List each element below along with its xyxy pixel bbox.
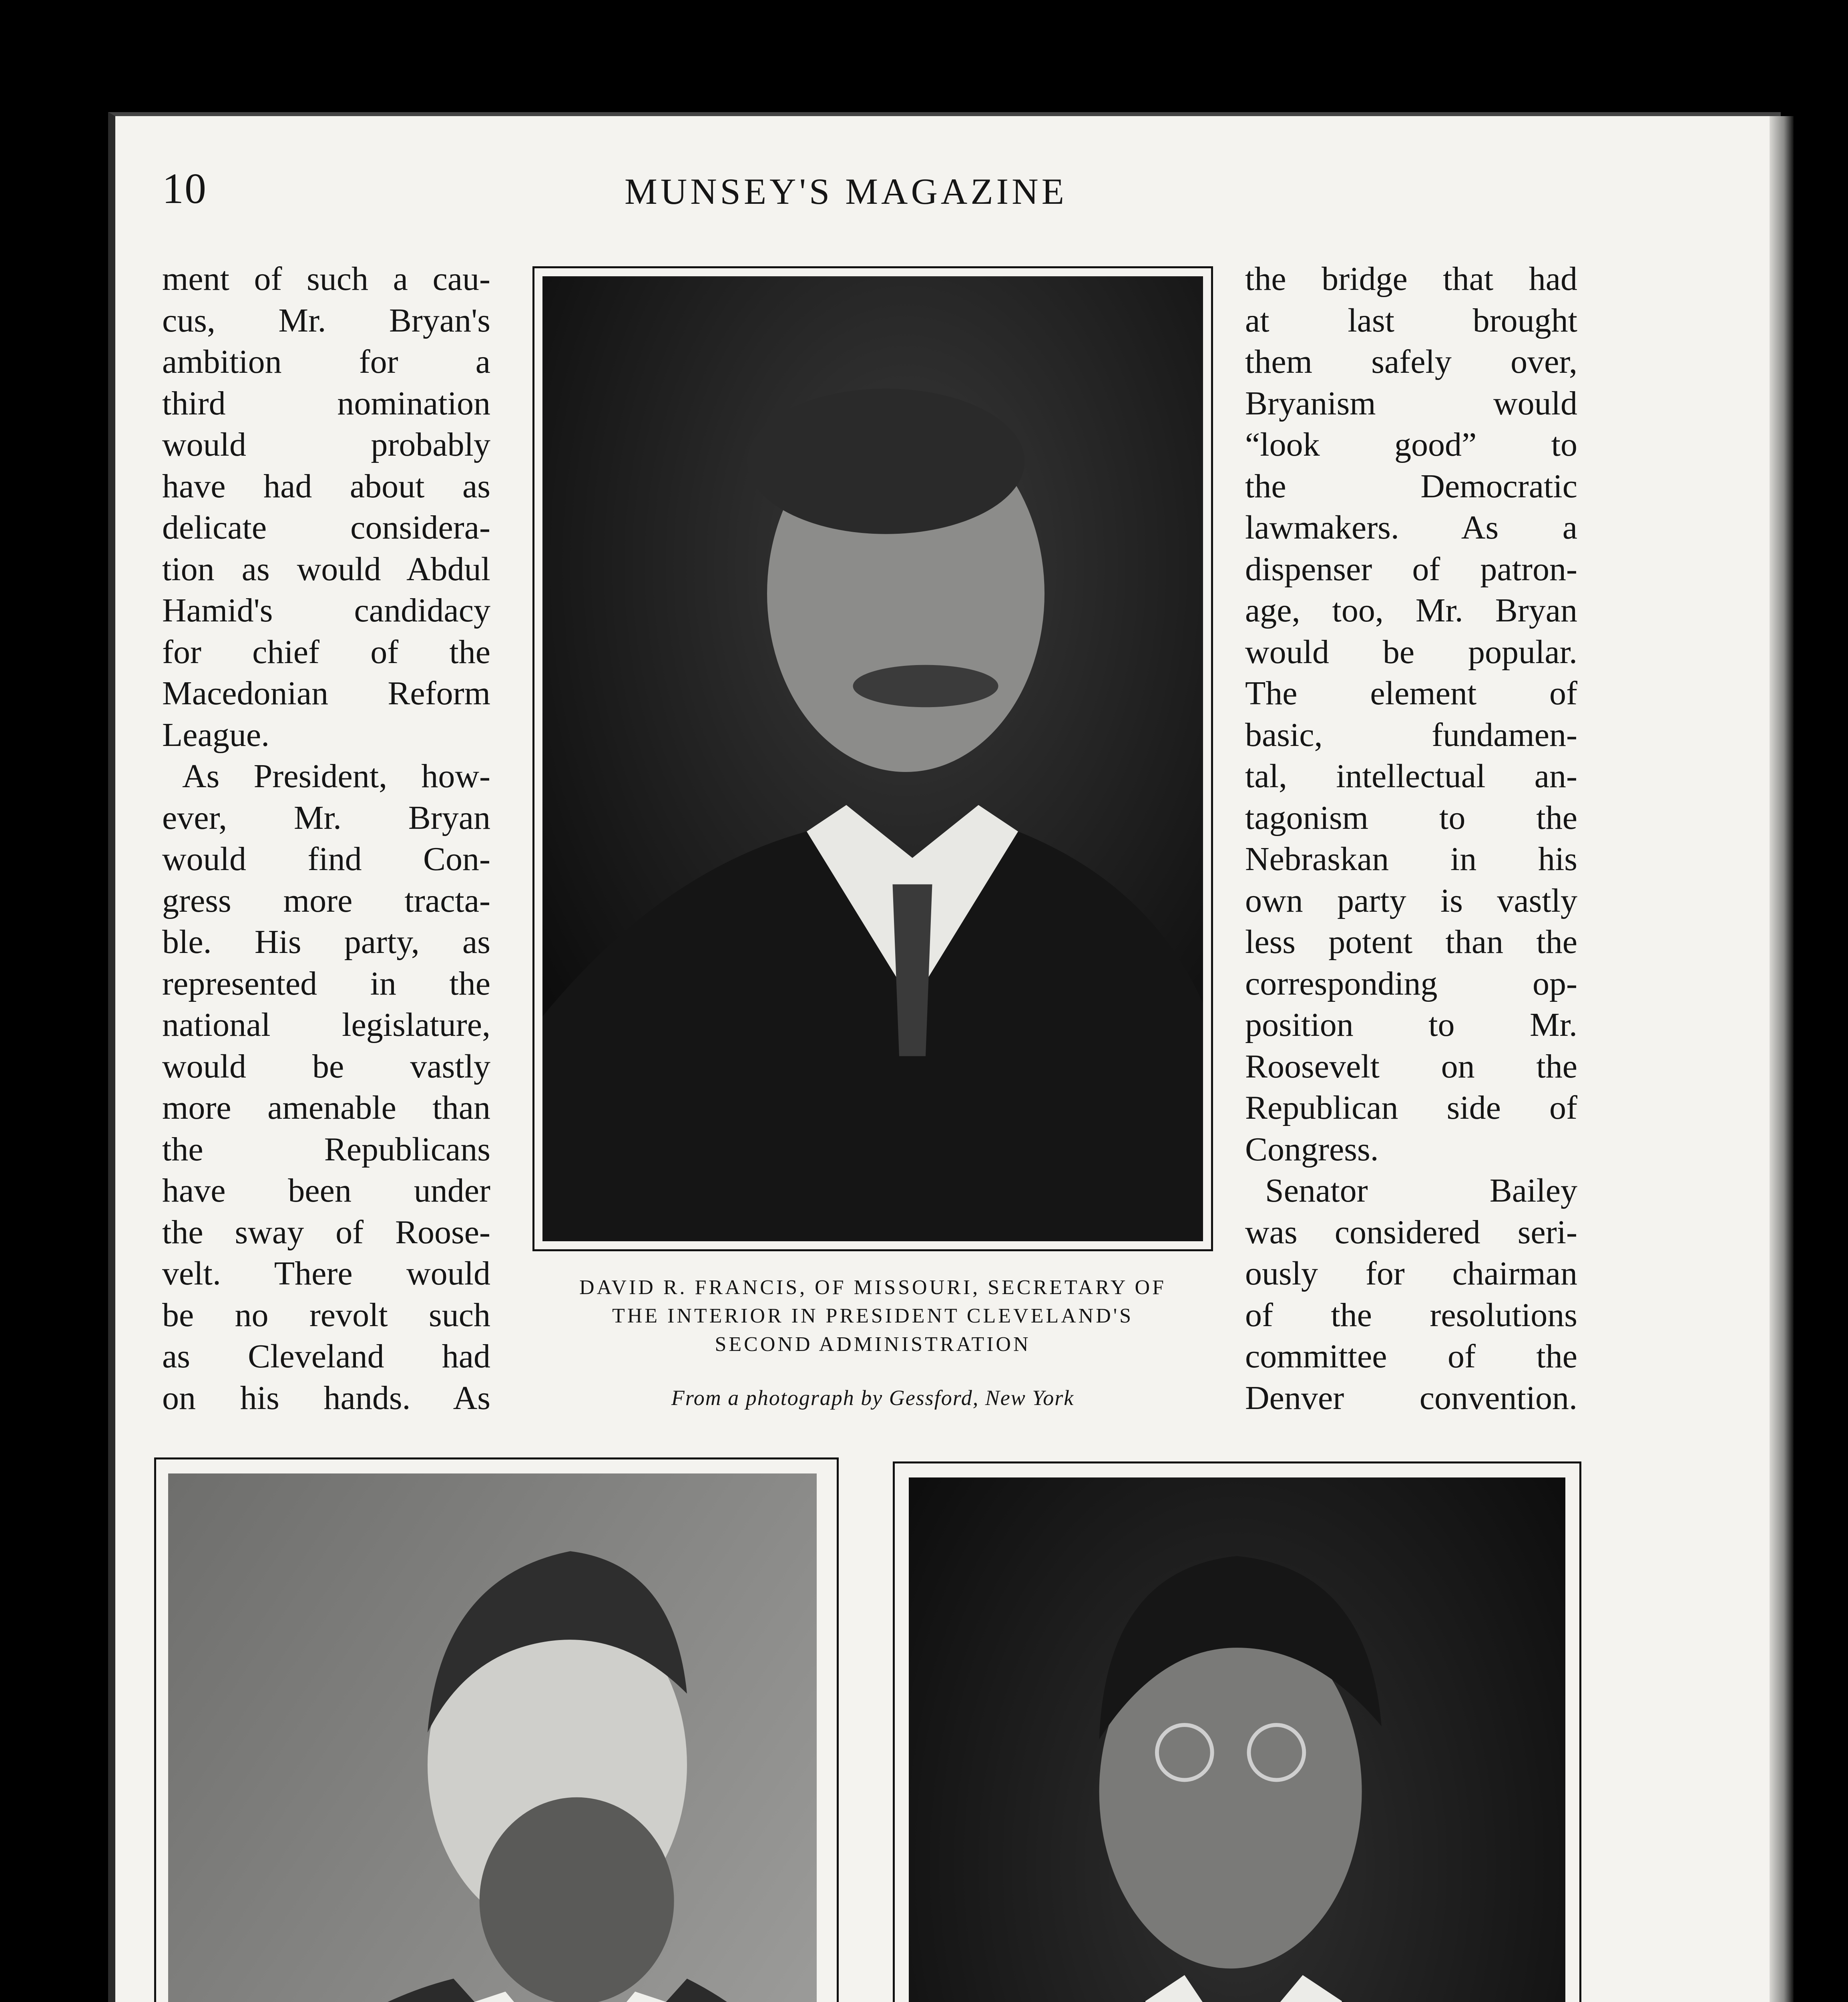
text-line: Congress.	[1245, 1130, 1379, 1168]
text-line: would be vastly	[162, 1047, 490, 1085]
credit-francis: From a photograph by Gessford, New York	[671, 1386, 1075, 1410]
text-line: third nomination	[162, 384, 490, 422]
text-line: for chief of the	[162, 633, 490, 671]
text-line: The element of	[1245, 675, 1577, 712]
text-line: the Republicans	[162, 1130, 490, 1168]
text-line: dispenser of patron-	[1245, 550, 1577, 588]
text-line: less potent than the	[1245, 923, 1577, 961]
text-line: on his hands. As	[162, 1379, 490, 1417]
text-line: Denver convention.	[1245, 1379, 1577, 1417]
text-line: as Cleveland had	[162, 1338, 490, 1375]
text-line: Macedonian Reform	[162, 675, 490, 712]
text-line: Senator Bailey	[1265, 1172, 1577, 1209]
text-line: Republican side of	[1245, 1089, 1577, 1126]
text-line: ble. His party, as	[162, 923, 490, 961]
text-line: represented in the	[162, 965, 490, 1002]
text-line: would find Con-	[162, 840, 490, 878]
text-line: cus, Mr. Bryan's	[162, 302, 490, 339]
text-line: ambition for a	[162, 343, 490, 380]
text-line: own party is vastly	[1245, 882, 1577, 919]
left-text-column	[162, 258, 490, 1419]
text-line: corresponding op-	[1245, 965, 1577, 1002]
text-line: Hamid's candidacy	[162, 592, 490, 629]
text-line: be no revolt such	[162, 1296, 490, 1334]
caption-line: SECOND ADMINISTRATION	[715, 1333, 1031, 1356]
text-line: would be popular.	[1245, 633, 1577, 671]
text-line: gress more tracta-	[162, 882, 490, 919]
right-text-column	[1245, 258, 1577, 1419]
text-line: at last brought	[1245, 302, 1577, 339]
text-line: more amenable than	[162, 1089, 490, 1126]
book-spine	[1770, 116, 1794, 2002]
text-line: have had about as	[162, 467, 490, 505]
caption-line: THE INTERIOR IN PRESIDENT CLEVELAND'S	[612, 1305, 1134, 1327]
text-line: As President, how-	[182, 758, 490, 795]
text-line: was considered seri-	[1245, 1213, 1577, 1251]
text-line: would probably	[162, 426, 490, 463]
text-line: Roosevelt on the	[1245, 1047, 1577, 1085]
caption-francis	[492, 1273, 1253, 1359]
text-line: League.	[162, 716, 270, 754]
text-line: basic, fundamen-	[1245, 716, 1577, 754]
portrait-photo-francis	[542, 276, 1203, 1241]
text-line: Bryanism would	[1245, 384, 1577, 422]
text-line: tion as would Abdul	[162, 550, 490, 588]
running-head: MUNSEY'S MAGAZINE	[625, 171, 1067, 212]
caption-line: DAVID R. FRANCIS, OF MISSOURI, SECRETARY OF	[579, 1276, 1166, 1299]
text-line: ment of such a cau-	[162, 260, 490, 297]
text-line: ously for chairman	[1245, 1255, 1577, 1292]
portrait-photo-pettigrew	[168, 1473, 817, 2002]
text-line: of the resolutions	[1245, 1296, 1577, 1334]
text-line: have been under	[162, 1172, 490, 1209]
text-line: them safely over,	[1245, 343, 1577, 380]
text-line: the sway of Roose-	[162, 1213, 490, 1251]
text-line: Nebraskan in his	[1245, 840, 1577, 878]
text-line: committee of the	[1245, 1338, 1577, 1375]
text-line: velt. There would	[162, 1255, 490, 1292]
page-number: 10	[162, 165, 207, 213]
text-line: the Democratic	[1245, 467, 1577, 505]
text-line: delicate considera-	[162, 509, 490, 546]
portrait-photo-hitchcock	[909, 1477, 1565, 2002]
text-line: ever, Mr. Bryan	[162, 799, 490, 836]
text-line: “look good” to	[1245, 426, 1577, 463]
text-line: tal, intellectual an-	[1245, 758, 1577, 795]
text-line: national legislature,	[162, 1006, 490, 1043]
text-line: the bridge that had	[1245, 260, 1577, 297]
text-line: position to Mr.	[1245, 1006, 1577, 1043]
text-line: lawmakers. As a	[1245, 509, 1577, 546]
text-line: tagonism to the	[1245, 799, 1577, 836]
text-line: age, too, Mr. Bryan	[1245, 592, 1577, 629]
